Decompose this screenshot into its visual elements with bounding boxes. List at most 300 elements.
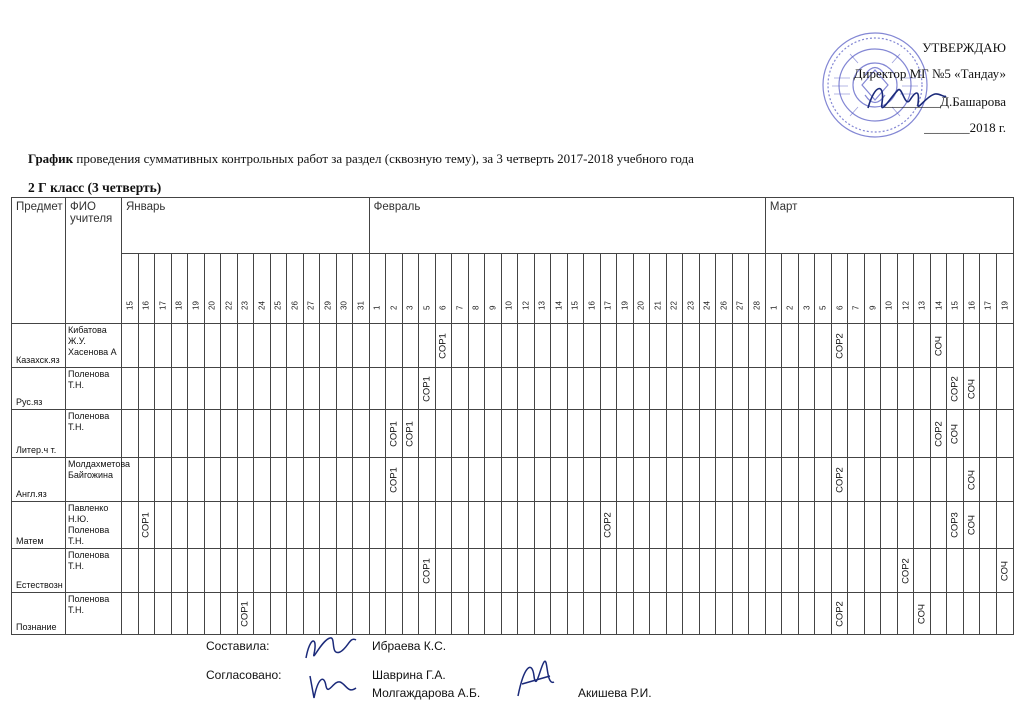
document-title: График проведения суммативных контрольных работ за раздел (сквозную тему), за 3 четверть 2017-2018 учебного года: [28, 151, 694, 166]
schedule-cell: [435, 549, 452, 593]
agreed-signature-2-icon: [510, 656, 562, 702]
schedule-cell: [419, 324, 436, 368]
schedule-cell: [435, 324, 452, 368]
day-header: [320, 254, 337, 324]
schedule-cell: [633, 549, 650, 593]
day-number: 17: [603, 301, 613, 310]
teacher-name: Поленова Т.Н.: [66, 410, 122, 458]
approval-date: _______2018 г.: [924, 120, 1006, 135]
subject-name: Литер.ч т.: [12, 410, 66, 458]
schedule-cell: [353, 593, 370, 635]
schedule-cell: [237, 458, 254, 502]
schedule-cell: [848, 549, 865, 593]
day-header: [881, 254, 898, 324]
day-header: [419, 254, 436, 324]
schedule-cell: [567, 502, 584, 549]
schedule-cell: [666, 549, 683, 593]
schedule-cell: [155, 368, 172, 410]
teacher-header: ФИО учителя: [66, 198, 122, 324]
schedule-cell: [798, 410, 815, 458]
day-number: 24: [702, 301, 712, 310]
schedule-cell: [501, 324, 518, 368]
schedule-cell: [617, 593, 634, 635]
schedule-cell: [914, 368, 931, 410]
schedule-cell: [782, 410, 799, 458]
schedule-cell: [452, 324, 469, 368]
schedule-cell: [188, 410, 205, 458]
schedule-cell: [650, 458, 667, 502]
schedule-cell: [782, 549, 799, 593]
schedule-cell: [947, 458, 964, 502]
assessment-mark: СОЧ: [933, 335, 945, 356]
schedule-cell: [369, 368, 386, 410]
schedule-cell: [996, 458, 1013, 502]
schedule-cell: [881, 502, 898, 549]
schedule-cell: [369, 458, 386, 502]
schedule-cell: [848, 368, 865, 410]
signature-block: [0, 630, 1024, 724]
schedule-cell: [435, 368, 452, 410]
day-number: 17: [983, 301, 993, 310]
assessment-mark: СОЧ: [966, 378, 978, 399]
agreed-label: Согласовано:: [206, 668, 282, 682]
schedule-cell: [963, 502, 980, 549]
schedule-cell: [155, 549, 172, 593]
schedule-cell: [996, 410, 1013, 458]
schedule-cell: [138, 549, 155, 593]
schedule-cell: [947, 593, 964, 635]
schedule-cell: [303, 324, 320, 368]
schedule-cell: [138, 368, 155, 410]
day-header: [221, 254, 238, 324]
subject-row: [12, 324, 1014, 368]
schedule-cell: [600, 458, 617, 502]
schedule-cell: [386, 324, 403, 368]
schedule-cell: [765, 593, 782, 635]
subject-name: Англ.яз: [12, 458, 66, 502]
day-header: [930, 254, 947, 324]
schedule-cell: [848, 324, 865, 368]
schedule-cell: [930, 410, 947, 458]
schedule-cell: [930, 502, 947, 549]
schedule-cell: [270, 502, 287, 549]
schedule-cell: [402, 368, 419, 410]
schedule-cell: [485, 368, 502, 410]
schedule-cell: [633, 593, 650, 635]
schedule-cell: [699, 502, 716, 549]
schedule-cell: [468, 410, 485, 458]
schedule-cell: [551, 458, 568, 502]
schedule-cell: [716, 502, 733, 549]
day-number: 14: [554, 301, 564, 310]
schedule-cell: [122, 502, 139, 549]
assessment-mark: СОР2: [834, 466, 846, 493]
schedule-cell: [815, 410, 832, 458]
day-header: [402, 254, 419, 324]
day-number: 19: [620, 301, 630, 310]
schedule-cell: [782, 593, 799, 635]
schedule-cell: [683, 410, 700, 458]
schedule-cell: [749, 458, 766, 502]
schedule-cell: [930, 368, 947, 410]
schedule-cell: [584, 410, 601, 458]
schedule-cell: [881, 593, 898, 635]
day-number: 6: [438, 305, 448, 310]
schedule-cell: [270, 410, 287, 458]
schedule-cell: [881, 549, 898, 593]
day-header: [897, 254, 914, 324]
schedule-cell: [221, 324, 238, 368]
schedule-cell: [534, 593, 551, 635]
schedule-cell: [947, 368, 964, 410]
schedule-cell: [468, 458, 485, 502]
schedule-cell: [320, 502, 337, 549]
schedule-cell: [996, 549, 1013, 593]
schedule-cell: [254, 410, 271, 458]
schedule-cell: [386, 502, 403, 549]
schedule-cell: [320, 549, 337, 593]
schedule-cell: [336, 593, 353, 635]
schedule-cell: [617, 549, 634, 593]
schedule-cell: [897, 324, 914, 368]
day-header: [171, 254, 188, 324]
schedule-cell: [732, 410, 749, 458]
schedule-cell: [534, 458, 551, 502]
schedule-cell: [303, 502, 320, 549]
schedule-cell: [419, 549, 436, 593]
schedule-cell: [188, 549, 205, 593]
schedule-cell: [435, 458, 452, 502]
day-header: [584, 254, 601, 324]
schedule-cell: [435, 502, 452, 549]
schedule-cell: [633, 410, 650, 458]
schedule-cell: [419, 502, 436, 549]
schedule-cell: [963, 368, 980, 410]
assessment-mark: СОЧ: [949, 423, 961, 444]
schedule-cell: [386, 593, 403, 635]
day-header: [551, 254, 568, 324]
schedule-cell: [287, 324, 304, 368]
subject-row: [12, 549, 1014, 593]
agreed-name-1: Шаврина Г.А.: [372, 668, 446, 682]
schedule-cell: [600, 368, 617, 410]
schedule-cell: [254, 549, 271, 593]
schedule-cell: [831, 502, 848, 549]
day-number: 16: [967, 301, 977, 310]
schedule-cell: [600, 324, 617, 368]
schedule-cell: [435, 410, 452, 458]
schedule-cell: [848, 502, 865, 549]
schedule-cell: [402, 458, 419, 502]
schedule-cell: [237, 593, 254, 635]
schedule-cell: [287, 502, 304, 549]
day-number: 26: [719, 301, 729, 310]
day-header: [353, 254, 370, 324]
schedule-cell: [831, 368, 848, 410]
schedule-cell: [386, 368, 403, 410]
schedule-cell: [303, 410, 320, 458]
schedule-cell: [864, 549, 881, 593]
assessment-mark: СОР2: [933, 420, 945, 447]
schedule-cell: [947, 549, 964, 593]
schedule-cell: [303, 458, 320, 502]
day-header: [336, 254, 353, 324]
day-header: [237, 254, 254, 324]
schedule-cell: [584, 458, 601, 502]
schedule-cell: [881, 458, 898, 502]
day-header: [914, 254, 931, 324]
schedule-cell: [980, 324, 997, 368]
day-number: 2: [389, 305, 399, 310]
day-number: 1: [372, 305, 382, 310]
schedule-cell: [270, 368, 287, 410]
schedule-cell: [699, 549, 716, 593]
schedule-cell: [551, 324, 568, 368]
day-number: 12: [521, 301, 531, 310]
month-header: Февраль: [369, 198, 765, 254]
assessment-mark: СОР1: [239, 600, 251, 627]
schedule-cell: [353, 458, 370, 502]
schedule-cell: [237, 410, 254, 458]
day-header: [600, 254, 617, 324]
day-number: 23: [240, 301, 250, 310]
schedule-cell: [534, 410, 551, 458]
schedule-cell: [930, 593, 947, 635]
schedule-cell: [254, 593, 271, 635]
day-number: 18: [174, 301, 184, 310]
schedule-cell: [468, 549, 485, 593]
schedule-cell: [947, 324, 964, 368]
schedule-cell: [138, 324, 155, 368]
day-header: [386, 254, 403, 324]
schedule-cell: [287, 593, 304, 635]
approval-block: [820, 0, 1020, 140]
day-header: [369, 254, 386, 324]
day-number: 24: [257, 301, 267, 310]
schedule-cell: [584, 324, 601, 368]
schedule-cell: [237, 368, 254, 410]
schedule-cell: [996, 324, 1013, 368]
schedule-cell: [666, 593, 683, 635]
agreed-signature-1-icon: [304, 668, 364, 702]
schedule-cell: [650, 410, 667, 458]
schedule-cell: [419, 368, 436, 410]
day-number: 9: [868, 305, 878, 310]
day-number: 13: [537, 301, 547, 310]
schedule-cell: [633, 502, 650, 549]
schedule-cell: [254, 502, 271, 549]
schedule-cell: [534, 549, 551, 593]
schedule-cell: [914, 549, 931, 593]
schedule-cell: [468, 368, 485, 410]
schedule-cell: [584, 549, 601, 593]
schedule-cell: [848, 593, 865, 635]
schedule-cell: [303, 368, 320, 410]
schedule-cell: [567, 368, 584, 410]
schedule-cell: [336, 502, 353, 549]
schedule-cell: [402, 593, 419, 635]
day-header: [765, 254, 782, 324]
schedule-cell: [386, 549, 403, 593]
director-title: Директор МГ №5 «Тандау»: [853, 66, 1006, 81]
assessment-mark: СОР2: [949, 375, 961, 402]
schedule-cell: [155, 593, 172, 635]
schedule-cell: [864, 410, 881, 458]
day-number: 21: [653, 301, 663, 310]
schedule-cell: [798, 458, 815, 502]
schedule-cell: [287, 368, 304, 410]
schedule-cell: [617, 458, 634, 502]
schedule-cell: [749, 593, 766, 635]
schedule-cell: [138, 502, 155, 549]
schedule-cell: [468, 593, 485, 635]
day-header: [567, 254, 584, 324]
schedule-cell: [699, 324, 716, 368]
schedule-cell: [765, 368, 782, 410]
director-signature-icon: [860, 78, 950, 118]
schedule-cell: [666, 410, 683, 458]
day-number: 31: [356, 301, 366, 310]
schedule-cell: [138, 593, 155, 635]
schedule-cell: [600, 549, 617, 593]
day-header: [485, 254, 502, 324]
schedule-cell: [303, 549, 320, 593]
schedule-cell: [171, 593, 188, 635]
day-header: [963, 254, 980, 324]
day-number: 20: [636, 301, 646, 310]
schedule-cell: [732, 549, 749, 593]
schedule-cell: [683, 549, 700, 593]
schedule-cell: [666, 324, 683, 368]
schedule-cell: [584, 593, 601, 635]
schedule-cell: [732, 593, 749, 635]
schedule-cell: [254, 324, 271, 368]
schedule-cell: [980, 593, 997, 635]
schedule-cell: [221, 368, 238, 410]
schedule-cell: [650, 368, 667, 410]
director-name: _________Д.Башарова: [881, 94, 1006, 109]
schedule-cell: [336, 458, 353, 502]
schedule-cell: [930, 549, 947, 593]
schedule-cell: [600, 593, 617, 635]
schedule-cell: [419, 593, 436, 635]
schedule-cell: [287, 458, 304, 502]
schedule-cell: [815, 368, 832, 410]
schedule-cell: [452, 593, 469, 635]
schedule-cell: [716, 593, 733, 635]
schedule-cell: [501, 593, 518, 635]
schedule-cell: [353, 324, 370, 368]
schedule-cell: [452, 368, 469, 410]
schedule-cell: [204, 324, 221, 368]
day-number: 10: [884, 301, 894, 310]
schedule-cell: [815, 502, 832, 549]
day-number: 7: [851, 305, 861, 310]
schedule-cell: [452, 410, 469, 458]
teacher-name: Кибатова Ж.У. Хасенова А: [66, 324, 122, 368]
day-header: [798, 254, 815, 324]
schedule-cell: [171, 458, 188, 502]
day-number: 29: [323, 301, 333, 310]
compiler-signature-icon: [300, 630, 360, 664]
schedule-cell: [650, 593, 667, 635]
schedule-cell: [600, 502, 617, 549]
assessment-mark: СОЧ: [966, 514, 978, 536]
day-number: 14: [934, 301, 944, 310]
day-number: 30: [339, 301, 349, 310]
schedule-cell: [353, 410, 370, 458]
schedule-cell: [699, 368, 716, 410]
subject-row: [12, 593, 1014, 635]
schedule-cell: [204, 549, 221, 593]
schedule-cell: [699, 593, 716, 635]
schedule-cell: [749, 502, 766, 549]
schedule-cell: [567, 458, 584, 502]
schedule-cell: [584, 502, 601, 549]
schedule-cell: [881, 410, 898, 458]
day-header: [666, 254, 683, 324]
schedule-cell: [204, 458, 221, 502]
compiled-label: Составила:: [206, 639, 270, 653]
schedule-cell: [303, 593, 320, 635]
schedule-cell: [452, 549, 469, 593]
month-header: Март: [765, 198, 1013, 254]
day-header: [270, 254, 287, 324]
schedule-cell: [815, 593, 832, 635]
schedule-cell: [765, 502, 782, 549]
subject-row: [12, 458, 1014, 502]
schedule-cell: [617, 502, 634, 549]
schedule-cell: [749, 368, 766, 410]
schedule-cell: [155, 324, 172, 368]
schedule-cell: [798, 324, 815, 368]
schedule-cell: [749, 410, 766, 458]
schedule-cell: [386, 410, 403, 458]
schedule-cell: [501, 549, 518, 593]
schedule-cell: [501, 410, 518, 458]
schedule-cell: [386, 458, 403, 502]
assessment-mark: СОР1: [388, 420, 400, 447]
day-header: [287, 254, 304, 324]
schedule-cell: [864, 324, 881, 368]
schedule-cell: [485, 593, 502, 635]
schedule-cell: [798, 593, 815, 635]
schedule-cell: [567, 593, 584, 635]
day-header: [716, 254, 733, 324]
schedule-cell: [666, 502, 683, 549]
schedule-cell: [716, 549, 733, 593]
day-header: [435, 254, 452, 324]
assessment-mark: СОЧ: [966, 469, 978, 490]
schedule-cell: [650, 324, 667, 368]
subject-name: Рус.яз: [12, 368, 66, 410]
schedule-cell: [683, 458, 700, 502]
schedule-cell: [996, 593, 1013, 635]
day-number: 19: [191, 301, 201, 310]
schedule-cell: [369, 324, 386, 368]
month-header: Январь: [122, 198, 370, 254]
header-row: [12, 198, 1014, 254]
schedule-cell: [914, 458, 931, 502]
subject-name: Матем: [12, 502, 66, 549]
subject-header: Предмет: [12, 198, 66, 324]
schedule-cell: [749, 324, 766, 368]
teacher-name: Павленко Н.Ю. Поленова Т.Н.: [66, 502, 122, 549]
schedule-cell: [732, 324, 749, 368]
schedule-cell: [221, 458, 238, 502]
teacher-name: Поленова Т.Н.: [66, 368, 122, 410]
schedule-cell: [963, 324, 980, 368]
